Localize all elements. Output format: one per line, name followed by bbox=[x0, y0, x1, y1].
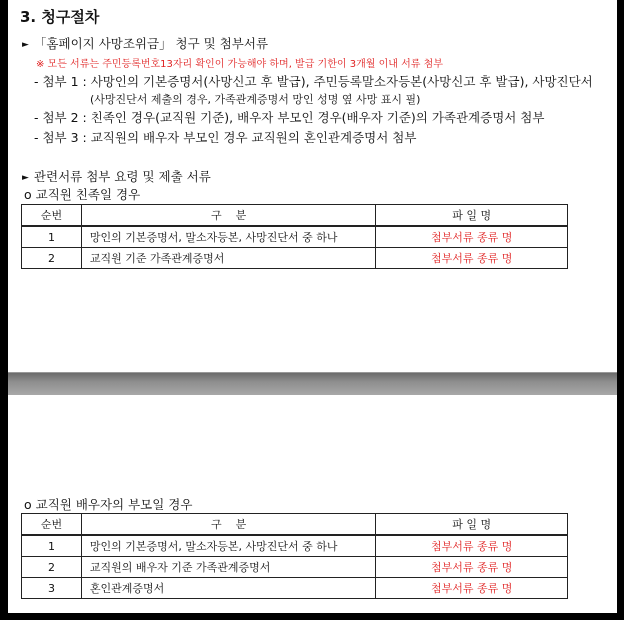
row-file: 첨부서류 종류 명 bbox=[376, 578, 568, 599]
row-no: 2 bbox=[22, 557, 82, 578]
attachment-1: - 첨부 1 : 사망인의 기본증명서(사망신고 후 발급), 주민등록말소자등본(사망신고 후 발급), 사망진단서 bbox=[34, 74, 593, 89]
section-title: 3. 청구절차 bbox=[20, 8, 100, 26]
col-header-no: 순번 bbox=[22, 514, 82, 536]
row-no: 3 bbox=[22, 578, 82, 599]
bullet-submission-text: 관련서류 첨부 요령 및 제출 서류 bbox=[33, 169, 211, 184]
triangle-bullet-icon: ► bbox=[22, 40, 29, 50]
row-no: 2 bbox=[22, 248, 82, 269]
table-row bbox=[22, 578, 568, 599]
col-header-filename: 파 일 명 bbox=[376, 205, 568, 227]
case2-heading: o 교직원 배우자의 부모일 경우 bbox=[24, 497, 193, 512]
document-page-2 bbox=[8, 395, 617, 613]
row-doc: 망인의 기본증명서, 말소자등본, 사망진단서 중 하나 bbox=[81, 226, 375, 248]
row-doc: 망인의 기본증명서, 말소자등본, 사망진단서 중 하나 bbox=[81, 535, 375, 557]
col-header-no: 순번 bbox=[22, 205, 82, 227]
row-file: 첨부서류 종류 명 bbox=[376, 535, 568, 557]
table-header-row bbox=[22, 205, 568, 227]
row-file: 첨부서류 종류 명 bbox=[376, 557, 568, 578]
page-break bbox=[8, 373, 617, 395]
row-file: 첨부서류 종류 명 bbox=[376, 248, 568, 269]
col-header-category: 구 분 bbox=[81, 514, 375, 536]
bullet-submission bbox=[22, 167, 211, 185]
docs-table-relatives bbox=[21, 204, 568, 269]
attachment-2: - 첨부 2 : 친족인 경우(교직원 기준), 배우자 부모인 경우(배우자 기준)의 가족관계증명서 첨부 bbox=[34, 110, 545, 125]
table-row bbox=[22, 226, 568, 248]
row-doc: 교직원의 배우자 기준 가족관계증명서 bbox=[81, 557, 375, 578]
table-row bbox=[22, 535, 568, 557]
table-row bbox=[22, 557, 568, 578]
document-page-1 bbox=[8, 0, 617, 373]
docs-table-spouse-parents bbox=[21, 513, 568, 599]
row-no: 1 bbox=[22, 226, 82, 248]
attachment-3: - 첨부 3 : 교직원의 배우자 부모인 경우 교직원의 혼인관계증명서 첨부 bbox=[34, 130, 417, 145]
row-doc: 교직원 기준 가족관계증명서 bbox=[81, 248, 375, 269]
attachment-1-detail: (사망진단서 제출의 경우, 가족관계증명서 망인 성명 옆 사망 표시 필) bbox=[90, 93, 421, 106]
table-row bbox=[22, 248, 568, 269]
table-header-row bbox=[22, 514, 568, 536]
col-header-category: 구 분 bbox=[81, 205, 375, 227]
notice-text: ※ 모든 서류는 주민등록번호13자리 확인이 가능해야 하며, 발급 기한이 3개월 이내 서류 첨부 bbox=[36, 59, 443, 70]
row-file: 첨부서류 종류 명 bbox=[376, 226, 568, 248]
bullet-claim-docs-text: 「홈페이지 사망조위금」 청구 및 첨부서류 bbox=[33, 36, 269, 51]
bullet-claim-docs bbox=[22, 34, 268, 52]
triangle-bullet-icon: ► bbox=[22, 173, 29, 183]
case1-heading: o 교직원 친족일 경우 bbox=[24, 187, 141, 202]
row-no: 1 bbox=[22, 535, 82, 557]
row-doc: 혼인관계증명서 bbox=[81, 578, 375, 599]
col-header-filename: 파 일 명 bbox=[376, 514, 568, 536]
